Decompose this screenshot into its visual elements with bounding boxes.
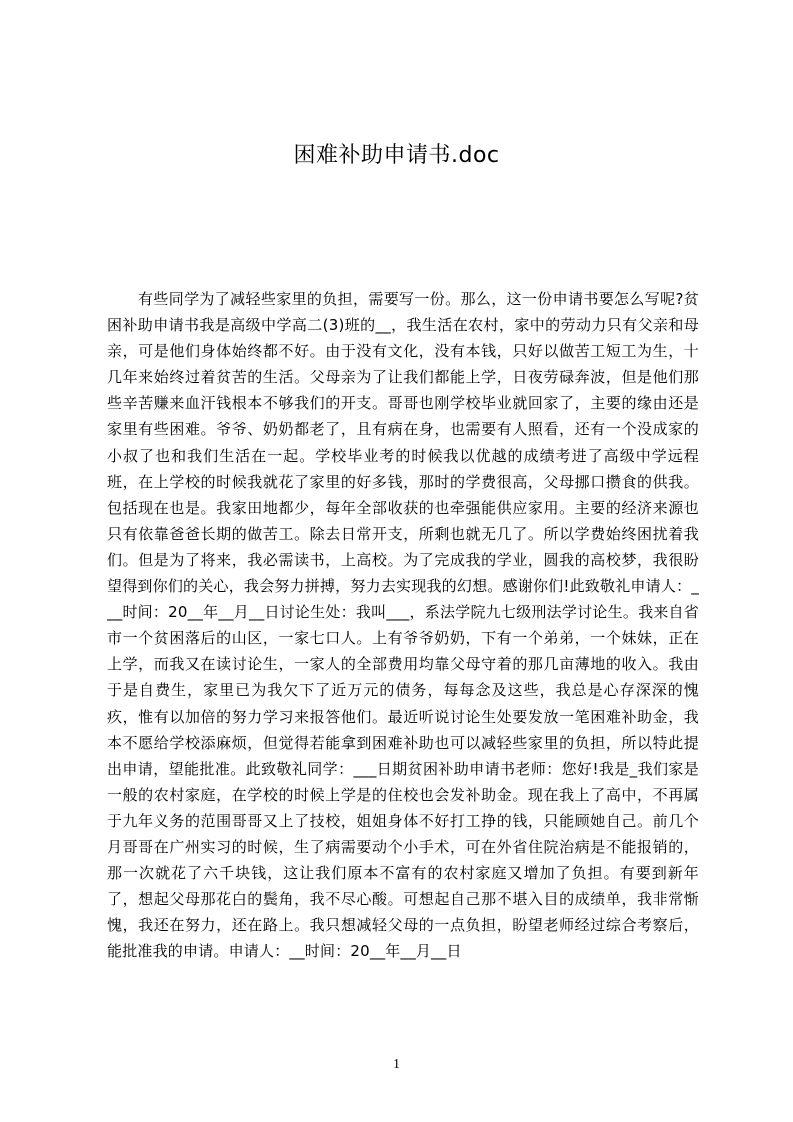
document-title: 困难补助申请书.doc [293, 143, 500, 168]
page-number: 1 [393, 1057, 400, 1072]
document-body: 有些同学为了减轻些家里的负担，需要写一份。那么，这一份申请书要怎么写呢?贫困补助申请书我是高级中学高二(3)班的__，我生活在农村，家中的劳动力只有父亲和母亲，可是他们身体始终都不好。由于没有文化，没有本钱，只好以做苦工短工为生，十几年来始终过着贫苦的生活。父母亲为了让我们都能上学，日夜劳碌奔波，但是他们那些辛苦赚来血汗钱根本不够我们的开支。哥哥也刚学校毕业就回家了，主要的缘由还是家里有些困难。爷爷、奶奶都老了，且有病在身，也需要有人照看，还有一个没成家的小叔了也和我们生活在一起。学校毕业考的时候我以优越的成绩考进了高级中学远程班，在上学校的时候我就花了家里的好多钱，那时的学费很高，父母挪口攒食的供我。包括现在也是。我家田地都少，每年全部收获的也牵强能供应家用。主要的经济来源也只有依靠爸爸长期的做苦工。除去日常开支，所剩也就无几了。所以学费始终困扰着我们。但是为了将来，我必需读书，上高校。为了完成我的学业，圆我的高校梦，我很盼望得到你们的关心，我会努力拼搏，努力去实现我的幻想。感谢你们!此致敬礼申请人：___时间：20__年__月__日讨论生处：我叫___，系法学院九七级刑法学讨论生。我来自省市一个贫困落后的山区，一家七口人。上有爷爷奶奶，下有一个弟弟，一个妹妹，正在上学，而我又在读讨论生，一家人的全部费用均靠父母守着的那几亩薄地的收入。我由于是自费生，家里已为我欠下了近万元的债务，每每念及这些，我总是心存深深的愧疚，惟有以加倍的努力学习来报答他们。最近听说讨论生处要发放一笔困难补助金，我本不愿给学校添麻烦，但觉得若能拿到困难补助也可以减轻些家里的负担，所以特此提出申请，望能批准。此致敬礼同学：___日期贫困补助申请书老师：您好!我是_我们家是一般的农村家庭，在学校的时候上学是的住校也会发补助金。现在我上了高中，不再属于九年义务的范围哥哥又上了技校，姐姐身体不好打工挣的钱，只能顾她自己。前几个月哥哥在广州实习的时候，生了病需要动个小手术，可在外省住院治病是不能报销的，那一次就花了六千块钱，这让我们原本不富有的农村家庭又增加了负担。有要到新年了，想起父母那花白的鬓角，我不尽心酸。可想起自己那不堪入目的成绩单，我非常惭愧，我还在努力，还在路上。我只想减轻父母的一点负担，盼望老师经过综合考察后，能批准我的申请。申请人：__时间：20__年__月__日 [107, 290, 699, 961]
